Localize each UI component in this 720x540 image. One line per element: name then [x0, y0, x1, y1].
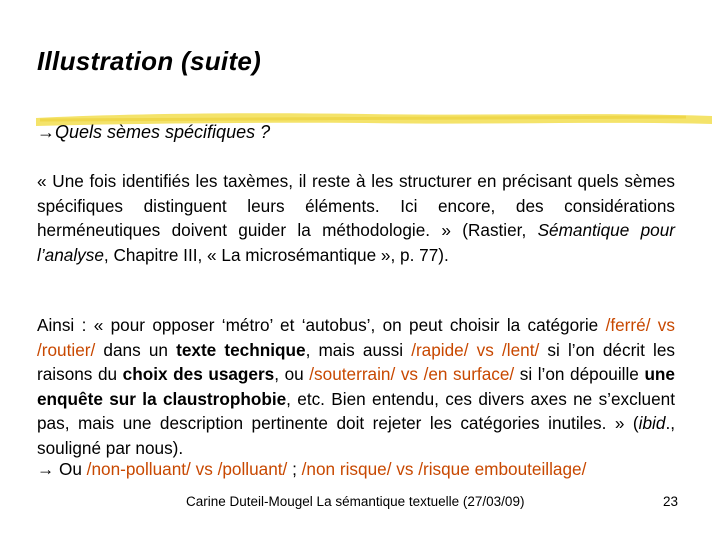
example-text: , ou: [274, 364, 310, 384]
page-number: 23: [662, 494, 678, 509]
example-text: Ainsi : « pour opposer ‘métro’ et ‘autobus’, on peut choisir la catégorie: [37, 315, 606, 335]
category-risque: /non risque/ vs /risque embouteillage/: [301, 459, 587, 479]
example-text: si l’on décrit les raisons du: [37, 339, 676, 384]
category-souterrain-surface: /souterrain/ vs /en surface/: [309, 364, 515, 384]
category-ferre-routier: /ferré/ vs /routier/: [37, 315, 675, 360]
quote-citation: , Chapitre III, « La microsémantique », p. 77).: [103, 244, 449, 265]
emphasis-choix-usagers: choix des usagers: [122, 364, 275, 384]
slide-footer: [0, 494, 720, 514]
footer-credit: Carine Duteil-Mougel La sémantique textuelle (27/03/09): [186, 494, 525, 509]
example-text: , mais aussi: [305, 339, 412, 360]
additional-categories-line: [37, 459, 677, 480]
separator-text: ;: [287, 459, 302, 479]
slide-title: Illustration (suite): [37, 46, 262, 76]
ibid-citation: ibid: [638, 413, 666, 433]
example-text: dans un: [95, 339, 177, 360]
example-paragraph: [37, 313, 675, 460]
category-polluant: /non-polluant/ vs /polluant/: [86, 459, 288, 479]
emphasis-texte-technique: texte technique: [176, 339, 306, 360]
category-rapide-lent: /rapide/ vs /lent/: [411, 339, 540, 360]
quote-text: « Une fois identifiés les taxèmes, il reste à les structurer en précisant quels sèmes spécifiques distinguent leurs éléments. Ici encore, des considérations herméneutiques doivent guider la méthodologie. » (Rastier,: [37, 171, 675, 240]
subheading: [37, 122, 270, 143]
example-text: , etc. Bien entendu, ces divers axes ne s’excluent pas, mais une description pertinente doit rejeter les catégories inutiles. » (: [37, 388, 675, 433]
book-title: Sémantique pour l’analyse: [37, 220, 676, 265]
quote-paragraph: [37, 169, 675, 267]
subheading-text: Quels sèmes spécifiques ?: [55, 122, 271, 142]
arrow-right-icon: →: [37, 459, 55, 479]
or-text: Ou: [54, 459, 87, 479]
emphasis-enquete: une enquête sur la claustrophobie: [37, 364, 675, 409]
arrow-right-icon: →: [37, 122, 55, 142]
example-text: ., souligné par nous).: [37, 413, 675, 458]
example-text: si l’on dépouille: [514, 364, 645, 384]
